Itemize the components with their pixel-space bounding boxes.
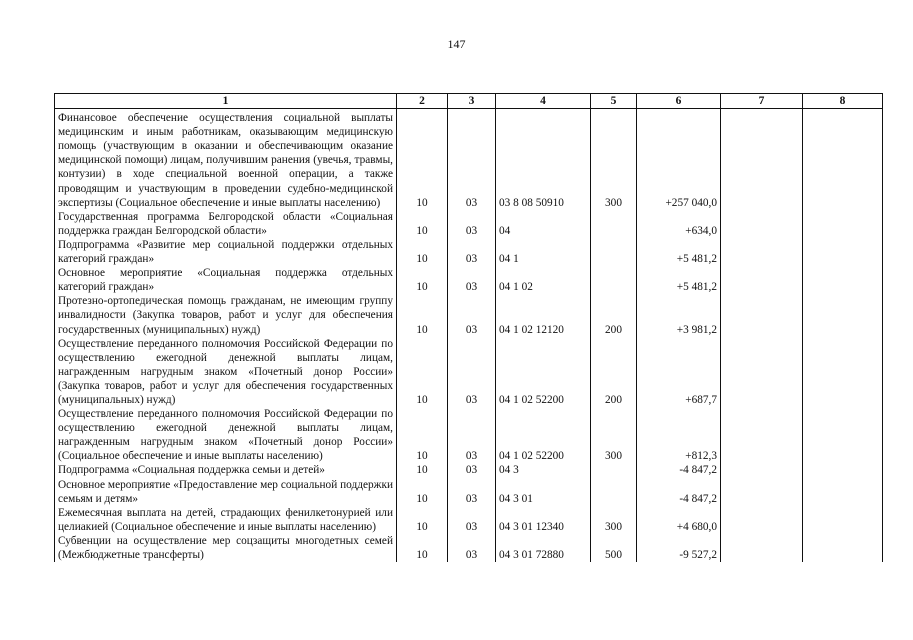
target-article-code: 03 8 08 50910 [496,109,591,210]
section-code: 10 [397,238,448,266]
section-code: 10 [397,463,448,477]
section-code: 10 [397,294,448,336]
table-row [55,534,883,562]
subsection-code: 03 [448,478,496,506]
target-article-code: 04 3 01 12340 [496,506,591,534]
expense-type-code: 300 [591,407,637,463]
target-article-code: 04 1 02 52200 [496,337,591,407]
subsection-code: 03 [448,266,496,294]
section-code: 10 [397,506,448,534]
target-article-code: 04 1 02 [496,266,591,294]
subsection-code: 03 [448,506,496,534]
target-article-code: 04 3 [496,463,591,477]
amount-change: +4 680,0 [637,506,721,534]
section-code: 10 [397,478,448,506]
table-header-row [55,94,883,109]
expense-type-code: 200 [591,337,637,407]
item-name: Основное мероприятие «Социальная поддержка отдельных категорий граждан» [55,266,397,294]
column-8 [803,463,883,477]
amount-change: +5 481,2 [637,238,721,266]
column-header-2: 2 [397,94,448,109]
section-code: 10 [397,534,448,562]
target-article-code: 04 3 01 [496,478,591,506]
column-header-7: 7 [721,94,803,109]
column-header-6: 6 [637,94,721,109]
amount-change: -4 847,2 [637,478,721,506]
table-row [55,463,883,477]
table-row [55,294,883,336]
amount-change: +687,7 [637,337,721,407]
table-row [55,506,883,534]
subsection-code: 03 [448,534,496,562]
budget-table [54,93,883,562]
column-8 [803,534,883,562]
subsection-code: 03 [448,337,496,407]
item-name: Субвенции на осуществление мер соцзащиты многодетных семей (Межбюджетные трансферты) [55,534,397,562]
subsection-code: 03 [448,238,496,266]
column-7 [721,407,803,463]
table-row [55,238,883,266]
expense-type-code: 300 [591,506,637,534]
column-header-8: 8 [803,94,883,109]
column-8 [803,294,883,336]
table-row [55,407,883,463]
section-code: 10 [397,337,448,407]
target-article-code: 04 1 02 52200 [496,407,591,463]
amount-change: +634,0 [637,210,721,238]
item-name: Финансовое обеспечение осуществления социальной выплаты медицинским и иным работникам, оказывающим медицинскую помощь (участвующим в оказании и обеспечивающим оказание медицинской помощи) лицам, получившим ранения (увечья, травмы, контузии) в ходе специальной военной операции, а также проводящим и участвующим в проведении судебно-медицинской экспертизы (Социальное обеспечение и иные выплаты населению) [55,109,397,210]
expense-type-code: 300 [591,109,637,210]
item-name: Ежемесячная выплата на детей, страдающих фенилкетонурией или целиакией (Социальное обеспечение и иные выплаты населению) [55,506,397,534]
expense-type-code [591,238,637,266]
subsection-code: 03 [448,109,496,210]
expense-type-code: 500 [591,534,637,562]
item-name: Основное мероприятие «Предоставление мер социальной поддержки семьям и детям» [55,478,397,506]
expense-type-code [591,478,637,506]
subsection-code: 03 [448,210,496,238]
section-code: 10 [397,210,448,238]
target-article-code: 04 1 [496,238,591,266]
expense-type-code [591,463,637,477]
column-8 [803,109,883,210]
section-code: 10 [397,266,448,294]
section-code: 10 [397,109,448,210]
table-row [55,478,883,506]
column-header-1: 1 [55,94,397,109]
item-name: Государственная программа Белгородской области «Социальная поддержка граждан Белгородской области» [55,210,397,238]
table-row [55,337,883,407]
subsection-code: 03 [448,463,496,477]
amount-change: -9 527,2 [637,534,721,562]
item-name: Протезно-ортопедическая помощь гражданам, не имеющим группу инвалидности (Закупка товаров, работ и услуг для обеспечения государственных (муниципальных) нужд) [55,294,397,336]
table-row [55,266,883,294]
item-name: Осуществление переданного полномочия Российской Федерации по осуществлению ежегодной денежной выплаты лицам, награжденным нагрудным знаком «Почетный донор России» (Социальное обеспечение и иные выплаты населению) [55,407,397,463]
column-7 [721,294,803,336]
target-article-code: 04 [496,210,591,238]
column-8 [803,478,883,506]
expense-type-code [591,266,637,294]
column-header-4: 4 [496,94,591,109]
column-7 [721,210,803,238]
amount-change: +257 040,0 [637,109,721,210]
amount-change: +3 981,2 [637,294,721,336]
item-name: Осуществление переданного полномочия Российской Федерации по осуществлению ежегодной денежной выплаты лицам, награжденным нагрудным знаком «Почетный донор России» (Закупка товаров, работ и услуг для обеспечения государственных (муниципальных) нужд) [55,337,397,407]
column-header-3: 3 [448,94,496,109]
column-7 [721,506,803,534]
table-row [55,210,883,238]
amount-change: +5 481,2 [637,266,721,294]
item-name: Подпрограмма «Развитие мер социальной поддержки отдельных категорий граждан» [55,238,397,266]
column-8 [803,266,883,294]
column-7 [721,266,803,294]
subsection-code: 03 [448,407,496,463]
column-header-5: 5 [591,94,637,109]
column-8 [803,238,883,266]
expense-type-code [591,210,637,238]
column-7 [721,337,803,407]
table-row [55,109,883,210]
column-7 [721,534,803,562]
column-8 [803,506,883,534]
column-7 [721,478,803,506]
item-name: Подпрограмма «Социальная поддержка семьи и детей» [55,463,397,477]
column-7 [721,109,803,210]
column-8 [803,337,883,407]
target-article-code: 04 3 01 72880 [496,534,591,562]
target-article-code: 04 1 02 12120 [496,294,591,336]
column-7 [721,238,803,266]
expense-type-code: 200 [591,294,637,336]
column-7 [721,463,803,477]
amount-change: -4 847,2 [637,463,721,477]
section-code: 10 [397,407,448,463]
amount-change: +812,3 [637,407,721,463]
table-body [55,109,883,563]
page-number: 147 [447,37,466,51]
column-8 [803,407,883,463]
subsection-code: 03 [448,294,496,336]
column-8 [803,210,883,238]
